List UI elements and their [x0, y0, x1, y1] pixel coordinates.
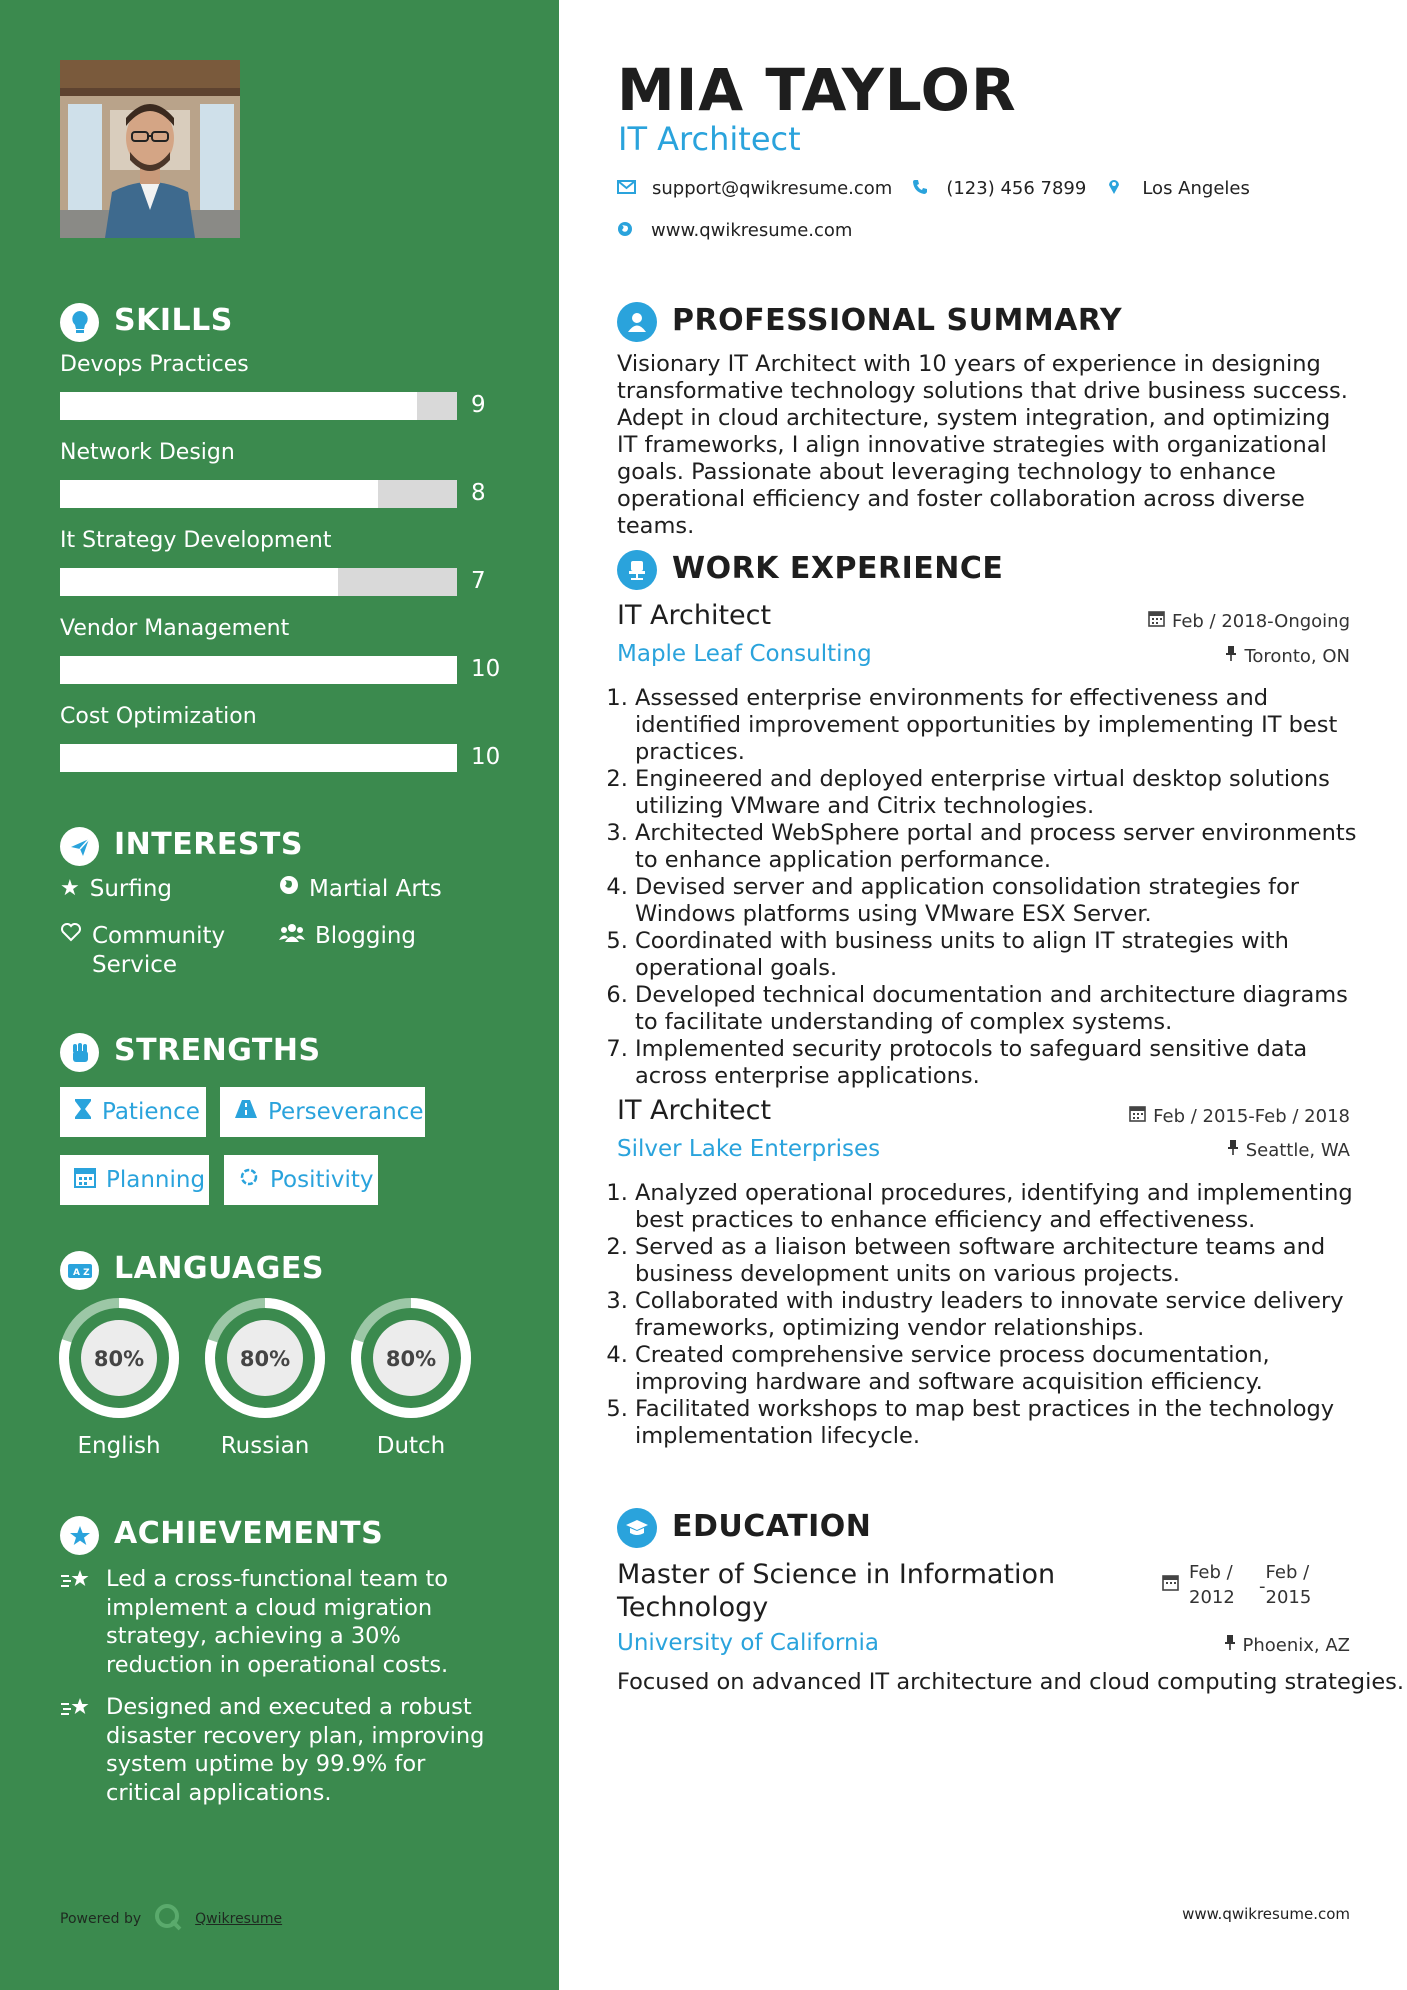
user-icon: [617, 302, 657, 342]
education-heading: EDUCATION: [672, 1509, 872, 1544]
language-percent: 80%: [93, 1347, 145, 1371]
interest-item: [279, 922, 416, 953]
powered-by: [60, 1902, 282, 1936]
language-name: English: [77, 1433, 161, 1459]
interest-item: [60, 922, 242, 980]
sidebar: [0, 0, 559, 1990]
job-bullets: [608, 685, 1375, 1090]
fist-icon: [60, 1033, 99, 1072]
language-ring: [350, 1297, 472, 1419]
map-pin-icon: [1108, 178, 1120, 199]
job-location: [1225, 645, 1350, 667]
job-bullets: [608, 1180, 1375, 1450]
job-bullet: 1. Assessed enterprise environments for effectiveness and identified improvement opportunities by implementing IT best practices.: [635, 685, 1375, 766]
calendar-icon: [1129, 1105, 1146, 1127]
strength-label: Planning: [106, 1167, 206, 1193]
education-dates: [1162, 1560, 1311, 1610]
calendar-icon: [1162, 1560, 1179, 1598]
achievements-heading: ACHIEVEMENTS: [114, 1516, 384, 1551]
pin-icon: [1225, 645, 1237, 667]
job-bullet: 5. Facilitated workshops to map best practices in the technology implementation lifecycle.: [635, 1396, 1375, 1450]
summary-heading: PROFESSIONAL SUMMARY: [672, 303, 1123, 338]
job-dates: [1148, 610, 1350, 632]
skill-value: 7: [471, 568, 486, 594]
strength-chip: [224, 1155, 378, 1205]
skill-bar: [60, 656, 457, 684]
lightbulb-icon: [60, 303, 99, 342]
interest-label: Community Service: [92, 923, 226, 978]
powered-by-label: Powered by: [60, 1911, 142, 1927]
skill-bar-fill: [60, 480, 378, 508]
job-location-text: Seattle, WA: [1245, 1139, 1350, 1161]
achievement-item: [60, 1565, 485, 1679]
contact-phone[interactable]: (123) 456 7899: [946, 178, 1087, 199]
graduation-icon: [617, 1508, 657, 1548]
skill-bar-fill: [60, 744, 457, 772]
contact-row: [617, 178, 1250, 199]
strength-label: Perseverance: [268, 1099, 424, 1125]
education-end-year: 2015: [1265, 1587, 1312, 1608]
education-date-separator: -: [1259, 1576, 1266, 1597]
star-icon: ★: [60, 876, 80, 901]
contact-email[interactable]: support@qwikresume.com: [652, 178, 893, 199]
job-location-text: Toronto, ON: [1244, 645, 1350, 667]
briefcase-chair-icon: [617, 550, 657, 590]
skill-bar: [60, 744, 457, 772]
summary-text: Visionary IT Architect with 10 years of experience in designing transformative technology solutions that drive business success. Adept in cloud architecture, system integration, and optimizing IT frameworks, I align innovative strategies with organizational goals. Passionate about leveraging technology to enhance operational efficiency and foster collaboration across diverse teams.: [617, 351, 1348, 539]
skill-value: 10: [471, 744, 501, 770]
job-bullet: 3. Architected WebSphere portal and process server environments to enhance application performance.: [635, 820, 1375, 874]
skill-bar: [60, 568, 457, 596]
education-start-month: Feb /: [1189, 1562, 1233, 1583]
interest-item: [60, 875, 172, 904]
job-bullet: 3. Collaborated with industry leaders to innovate service delivery frameworks, optimizing vendor relationships.: [635, 1288, 1375, 1342]
svg-text:A Z: A Z: [72, 1267, 90, 1278]
education-start-year: 2012: [1189, 1587, 1235, 1608]
shooting-star-icon: [60, 1565, 92, 1679]
job-bullet: 1. Analyzed operational procedures, identifying and implementing best practices to enhance efficiency and effectiveness.: [635, 1180, 1375, 1234]
skill-name: Devops Practices: [60, 352, 249, 377]
job-title: IT Architect: [617, 600, 772, 631]
skill-name: Network Design: [60, 440, 235, 465]
phone-icon: [912, 179, 928, 199]
job-company: Maple Leaf Consulting: [617, 641, 872, 667]
language-item: [204, 1297, 326, 1459]
interest-label: Surfing: [89, 876, 173, 902]
skill-value: 8: [471, 480, 486, 506]
website-row: [617, 220, 852, 241]
skill-bar-fill: [60, 568, 338, 596]
languages-heading: LANGUAGES: [114, 1251, 324, 1286]
job-company: Silver Lake Enterprises: [617, 1136, 881, 1162]
sun-icon: [238, 1166, 260, 1194]
job-bullet: 7. Implemented security protocols to safeguard sensitive data across enterprise applications.: [635, 1036, 1375, 1090]
achievement-text: Designed and executed a robust disaster recovery plan, improving system uptime by 99.9% for critical applications.: [106, 1694, 485, 1806]
globe-icon: [279, 875, 299, 904]
degree-line: Master of Science in Information: [617, 1559, 1056, 1590]
education-description: Focused on advanced IT architecture and cloud computing strategies.: [617, 1669, 1405, 1695]
strength-label: Patience: [102, 1099, 200, 1125]
language-name: Russian: [220, 1433, 310, 1459]
skill-bar-fill: [60, 656, 457, 684]
skill-value: 9: [471, 392, 486, 418]
job-bullet: 2. Engineered and deployed enterprise virtual desktop solutions utilizing VMware and Citrix technologies.: [635, 766, 1375, 820]
education-school: University of California: [617, 1630, 880, 1656]
skill-bar: [60, 480, 457, 508]
job-dates-text: Feb / 2015-Feb / 2018: [1153, 1105, 1350, 1127]
shooting-star-icon: [60, 1693, 92, 1807]
language-icon: [60, 1251, 99, 1290]
job-title: IT Architect: [617, 1095, 772, 1126]
language-name: Dutch: [376, 1433, 446, 1459]
skills-heading: SKILLS: [114, 303, 233, 338]
education-end: [1266, 1560, 1312, 1610]
road-icon: [234, 1099, 258, 1125]
qwikresume-logo-icon: [153, 1902, 183, 1936]
skill-name: Vendor Management: [60, 616, 290, 641]
job-bullet: 6. Developed technical documentation and architecture diagrams to facilitate understanding of complex systems.: [635, 982, 1375, 1036]
job-bullet: 5. Coordinated with business units to align IT strategies with operational goals.: [635, 928, 1375, 982]
qwikresume-link[interactable]: Qwikresume: [195, 1911, 283, 1927]
footer-website[interactable]: www.qwikresume.com: [1182, 1905, 1350, 1923]
calendar-icon: [1148, 610, 1165, 632]
language-item: [350, 1297, 472, 1459]
language-ring: [58, 1297, 180, 1419]
heart-outline-icon: [60, 922, 82, 951]
globe-icon: [617, 221, 633, 241]
strength-chip: [60, 1155, 209, 1205]
skill-name: It Strategy Development: [60, 528, 332, 553]
education-start: [1189, 1560, 1259, 1610]
language-percent: 80%: [385, 1347, 437, 1371]
interest-label: Blogging: [315, 923, 417, 949]
job-location: [1227, 1139, 1350, 1161]
contact-location: Los Angeles: [1142, 178, 1250, 199]
candidate-name: MIA TAYLOR: [617, 56, 1017, 124]
education-location-text: Phoenix, AZ: [1242, 1634, 1350, 1656]
interests-heading: INTERESTS: [114, 827, 303, 862]
pin-icon: [1227, 1139, 1239, 1161]
calendar-icon: [74, 1166, 96, 1194]
language-percent: 80%: [239, 1347, 291, 1371]
contact-website[interactable]: www.qwikresume.com: [651, 220, 853, 241]
strength-chip: [220, 1087, 425, 1137]
achievement-text: Led a cross-functional team to implement a cloud migration strategy, achieving a 30% reduction in operational costs.: [106, 1566, 449, 1678]
language-item: [58, 1297, 180, 1459]
skill-name: Cost Optimization: [60, 704, 257, 729]
strength-chip: [60, 1087, 206, 1137]
job-bullet: 4. Created comprehensive service process documentation, improving hardware and software acquisition efficiency.: [635, 1342, 1375, 1396]
star-badge-icon: [60, 1516, 99, 1555]
interest-item: [279, 875, 442, 904]
job-bullet: 2. Served as a liaison between software architecture teams and business development units on various projects.: [635, 1234, 1375, 1288]
envelope-icon: [617, 179, 636, 198]
job-dates: [1129, 1105, 1350, 1127]
education-location: [1224, 1634, 1351, 1656]
language-ring: [204, 1297, 326, 1419]
job-bullet: 4. Devised server and application consolidation strategies for Windows platforms using VMware ESX Server.: [635, 874, 1375, 928]
users-icon: [279, 922, 305, 953]
strengths-heading: STRENGTHS: [114, 1033, 321, 1068]
skill-bar-fill: [60, 392, 417, 420]
paper-plane-icon: [60, 827, 99, 866]
job-dates-text: Feb / 2018-Ongoing: [1171, 610, 1350, 632]
education-end-month: Feb /: [1265, 1562, 1310, 1583]
strength-label: Positivity: [270, 1167, 374, 1193]
achievement-item: [60, 1693, 485, 1807]
skill-bar: [60, 392, 457, 420]
hourglass-icon: [74, 1098, 92, 1126]
candidate-title: IT Architect: [618, 120, 801, 158]
degree-title: [617, 1558, 1055, 1624]
experience-heading: WORK EXPERIENCE: [672, 551, 1004, 586]
degree-line: Technology: [617, 1592, 769, 1623]
skill-value: 10: [471, 656, 501, 682]
pin-icon: [1224, 1634, 1236, 1656]
interest-label: Martial Arts: [309, 876, 442, 902]
profile-photo: [60, 60, 240, 238]
